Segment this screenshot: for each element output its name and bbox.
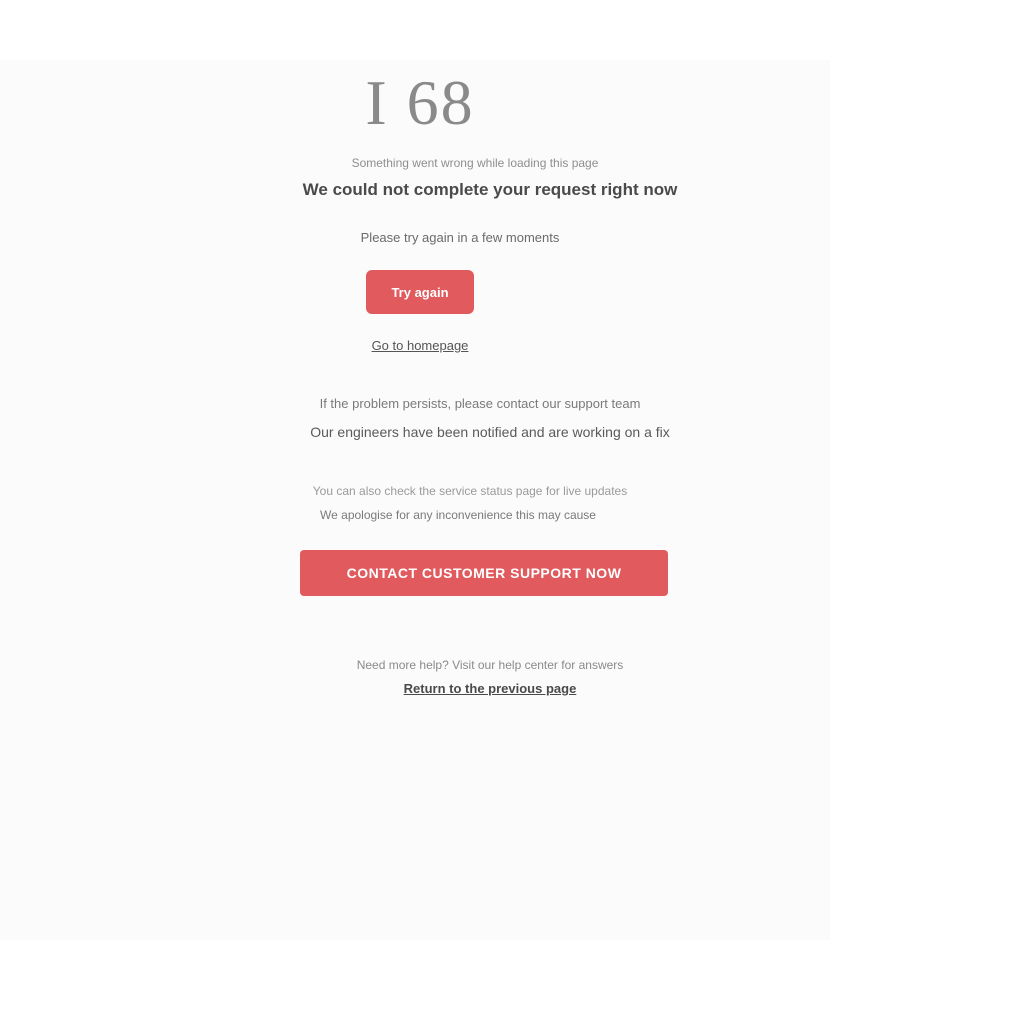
info-line-4: We apologise for any inconvenience this may cause — [320, 508, 596, 522]
footer-text: Need more help? Visit our help center for answers — [356, 658, 624, 672]
previous-page-link[interactable]: Return to the previous page — [403, 681, 577, 696]
error-code: I 68 — [365, 67, 475, 138]
info-line-2: Our engineers have been notified and are working on a fix — [310, 424, 670, 440]
info-line-3: You can also check the service status page for live updates — [312, 484, 628, 498]
error-subtitle: Please try again in a few moments — [360, 230, 560, 245]
contact-support-button[interactable]: CONTACT CUSTOMER SUPPORT NOW — [300, 550, 668, 596]
error-small-title: Something went wrong while loading this page — [351, 156, 599, 170]
homepage-link[interactable]: Go to homepage — [371, 338, 469, 353]
error-main-title: We could not complete your request right now — [302, 180, 678, 199]
retry-button[interactable]: Try again — [366, 270, 474, 314]
info-line-1: If the problem persists, please contact our support team — [319, 396, 641, 411]
